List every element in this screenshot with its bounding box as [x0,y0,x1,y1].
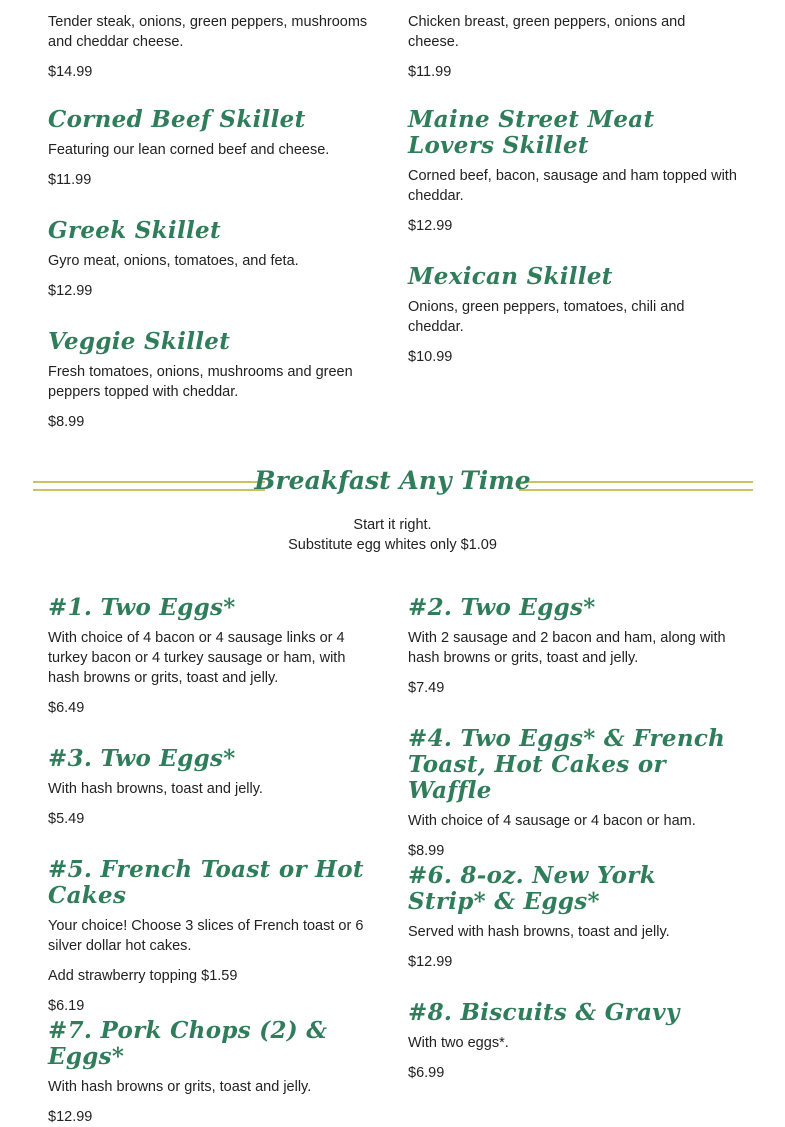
skillet-item-top-left [48,12,378,82]
skillet-item-meat-lovers [408,107,738,236]
item-title: Greek Skillet [48,217,221,244]
item-price: $12.99 [408,954,453,970]
item-title: Mexican Skillet [408,263,613,290]
item-description: With two eggs*. [408,1035,509,1051]
item-price: $6.99 [408,1065,445,1081]
item-title: #7. Pork Chops (2) & Eggs* [48,1017,328,1070]
breakfast-item-7 [48,1018,378,1127]
breakfast-item-3 [48,746,378,829]
item-price: $12.99 [48,283,93,299]
item-price: $6.19 [48,998,85,1014]
item-price: $8.99 [48,414,85,430]
breakfast-item-8 [408,1000,738,1083]
item-description: Gyro meat, onions, tomatoes, and feta. [48,253,299,269]
item-description: With choice of 4 sausage or 4 bacon or ham. [408,813,696,829]
section-intro-line2: Substitute egg whites only $1.09 [288,537,497,553]
breakfast-item-5 [48,857,378,1016]
item-price: $7.49 [408,680,445,696]
breakfast-item-2 [408,595,738,698]
item-title: #3. Two Eggs* [48,745,236,772]
skillet-item-corned-beef [48,107,378,190]
item-price: $8.99 [408,843,445,859]
item-extra-note: Add strawberry topping $1.59 [48,968,238,984]
item-description: Onions, green peppers, tomatoes, chili and cheddar. [408,299,685,335]
item-description: Chicken breast, green peppers, onions and cheese. [408,14,686,50]
item-description: Fresh tomatoes, onions, mushrooms and green peppers topped with cheddar. [48,364,353,400]
item-price: $10.99 [408,349,453,365]
item-title: Veggie Skillet [48,328,231,355]
item-description: Served with hash browns, toast and jelly. [408,924,670,940]
breakfast-item-1 [48,595,378,718]
skillet-item-veggie [48,329,378,432]
item-description: With hash browns or grits, toast and jelly. [48,1079,312,1095]
item-description: Tender steak, onions, green peppers, mushrooms and cheddar cheese. [48,14,368,50]
item-description: With hash browns, toast and jelly. [48,781,263,797]
item-description: With 2 sausage and 2 bacon and ham, along with hash browns or grits, toast and jelly. [408,630,726,666]
item-price: $14.99 [48,64,93,80]
item-price: $5.49 [48,811,85,827]
skillet-item-greek [48,218,378,301]
skillet-item-top-right [408,12,738,82]
item-price: $11.99 [48,172,92,188]
item-title: Corned Beef Skillet [48,106,306,133]
item-price: $12.99 [408,218,453,234]
item-title: #2. Two Eggs* [408,594,596,621]
item-title: #1. Two Eggs* [48,594,236,621]
breakfast-item-4 [408,726,738,861]
item-title: #6. 8-oz. New York Strip* & Eggs* [408,862,656,915]
section-title: Breakfast Any Time [254,466,531,495]
breakfast-item-6 [408,863,738,972]
item-title: Maine Street Meat Lovers Skillet [408,106,655,159]
item-title: #8. Biscuits & Gravy [408,999,680,1026]
item-price: $6.49 [48,700,85,716]
item-title: #4. Two Eggs* & French Toast, Hot Cakes or Waffle [408,725,726,804]
item-price: $12.99 [48,1109,93,1125]
item-description: Corned beef, bacon, sausage and ham topped with cheddar. [408,168,737,204]
skillet-item-mexican [408,264,738,367]
section-intro-line1: Start it right. [353,517,432,533]
item-title: #5. French Toast or Hot Cakes [48,856,364,909]
item-description: With choice of 4 bacon or 4 sausage links or 4 turkey bacon or 4 turkey sausage or ham, with hash browns or grits, toast and jelly. [48,630,346,686]
item-price: $11.99 [408,64,452,80]
item-description: Featuring our lean corned beef and cheese. [48,142,330,158]
item-description: Your choice! Choose 3 slices of French toast or 6 silver dollar hot cakes. [48,918,364,954]
